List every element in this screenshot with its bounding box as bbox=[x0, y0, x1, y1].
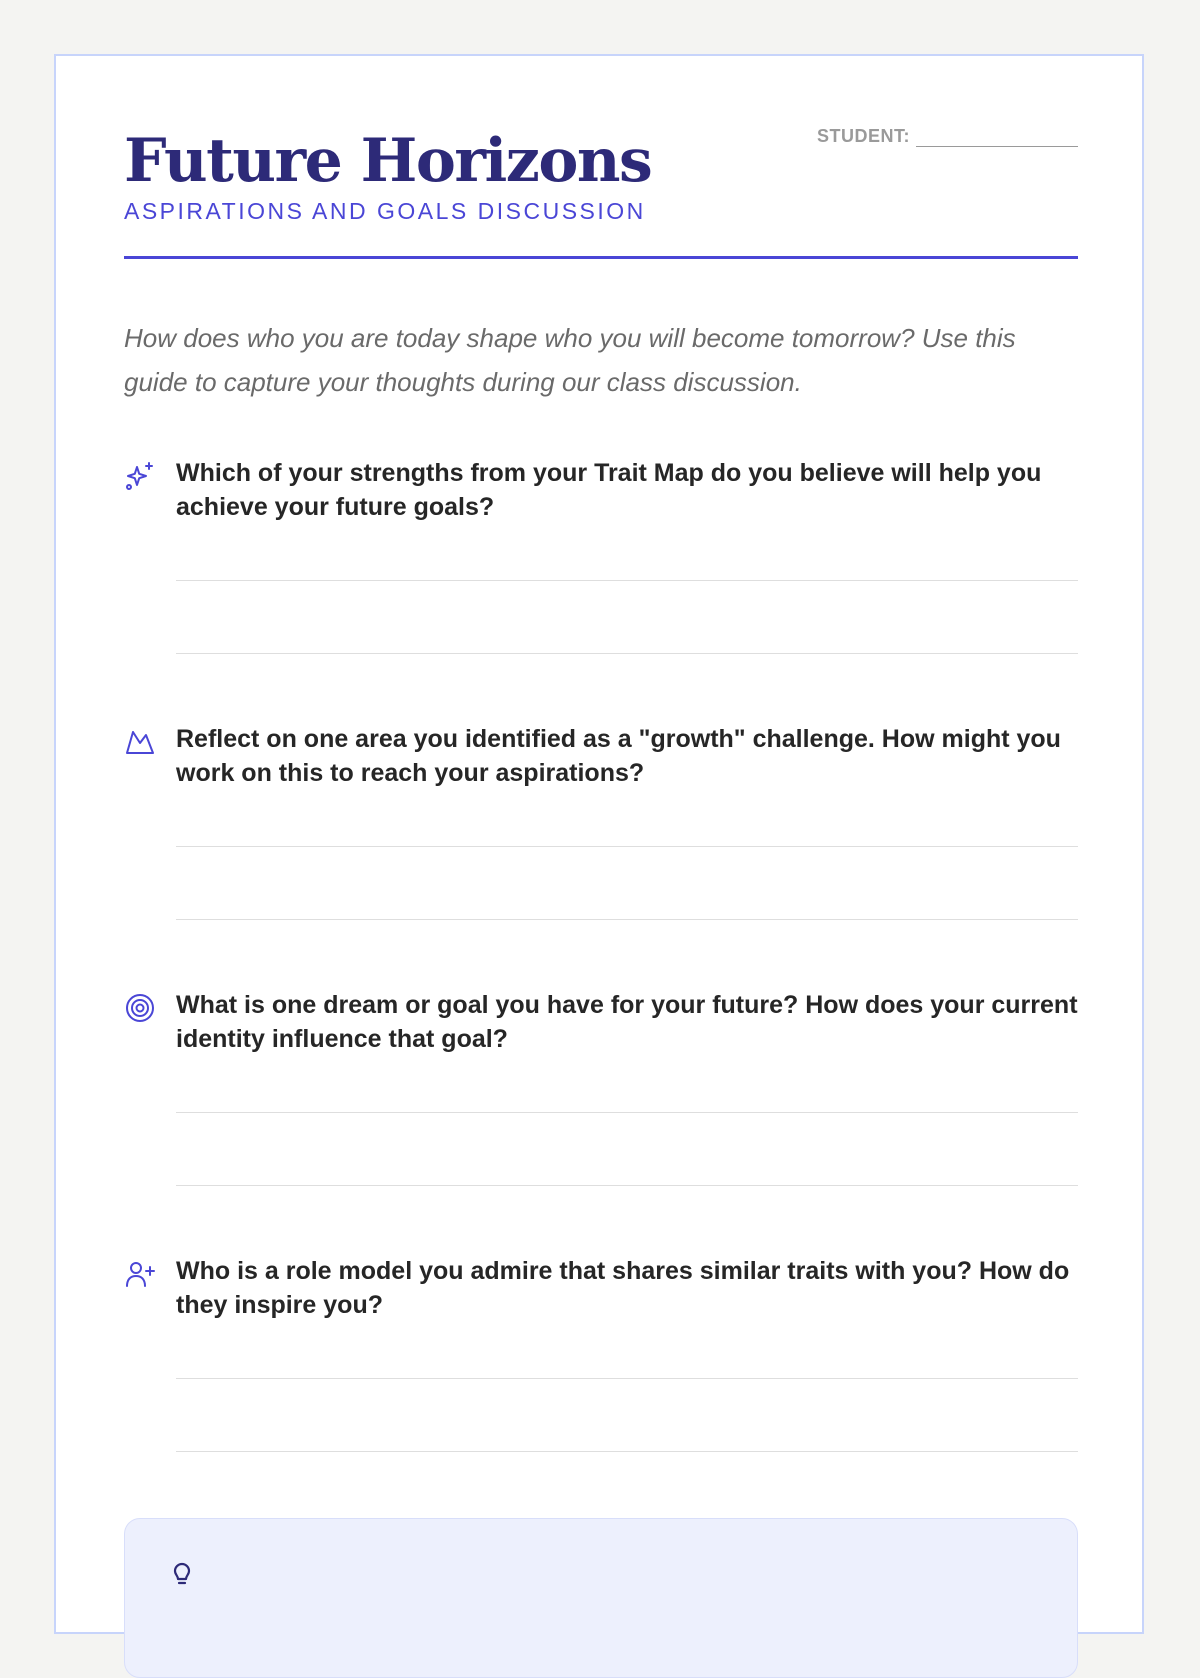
question-text: Reflect on one area you identified as a "growth" challenge. How might you work on this to reach your aspirations? bbox=[176, 725, 1061, 787]
mountain-icon bbox=[124, 726, 156, 758]
answer-line[interactable] bbox=[176, 1378, 1078, 1379]
answer-line[interactable] bbox=[176, 653, 1078, 654]
worksheet-page bbox=[54, 54, 1144, 1634]
question-text: Which of your strengths from your Trait Map do you believe will help you achieve your future goals? bbox=[176, 459, 1042, 521]
page-subtitle: ASPIRATIONS AND GOALS DISCUSSION bbox=[124, 198, 646, 224]
answer-line[interactable] bbox=[176, 919, 1078, 920]
answer-line[interactable] bbox=[176, 580, 1078, 581]
student-name-field[interactable] bbox=[817, 126, 1078, 147]
question-text: Who is a role model you admire that shares similar traits with you? How do they inspire you? bbox=[176, 1257, 1070, 1319]
student-label: STUDENT: bbox=[817, 126, 910, 146]
intro-text: How does who you are today shape who you will become tomorrow? Use this guide to capture your thoughts during our class discussion. bbox=[124, 323, 1016, 397]
answer-line[interactable] bbox=[176, 1451, 1078, 1452]
student-name-blank[interactable] bbox=[916, 132, 1078, 147]
lightbulb-icon bbox=[169, 1561, 195, 1587]
user-plus-icon bbox=[124, 1258, 156, 1290]
worksheet-header bbox=[124, 126, 1078, 259]
answer-line[interactable] bbox=[176, 1112, 1078, 1113]
tip-box bbox=[124, 1518, 1078, 1678]
target-icon bbox=[124, 992, 156, 1024]
answer-line[interactable] bbox=[176, 846, 1078, 847]
sparkles-icon bbox=[124, 460, 156, 492]
question-text: What is one dream or goal you have for your future? How does your current identity influence that goal? bbox=[176, 991, 1078, 1053]
answer-line[interactable] bbox=[176, 1185, 1078, 1186]
page-title: Future Horizons bbox=[124, 126, 652, 196]
